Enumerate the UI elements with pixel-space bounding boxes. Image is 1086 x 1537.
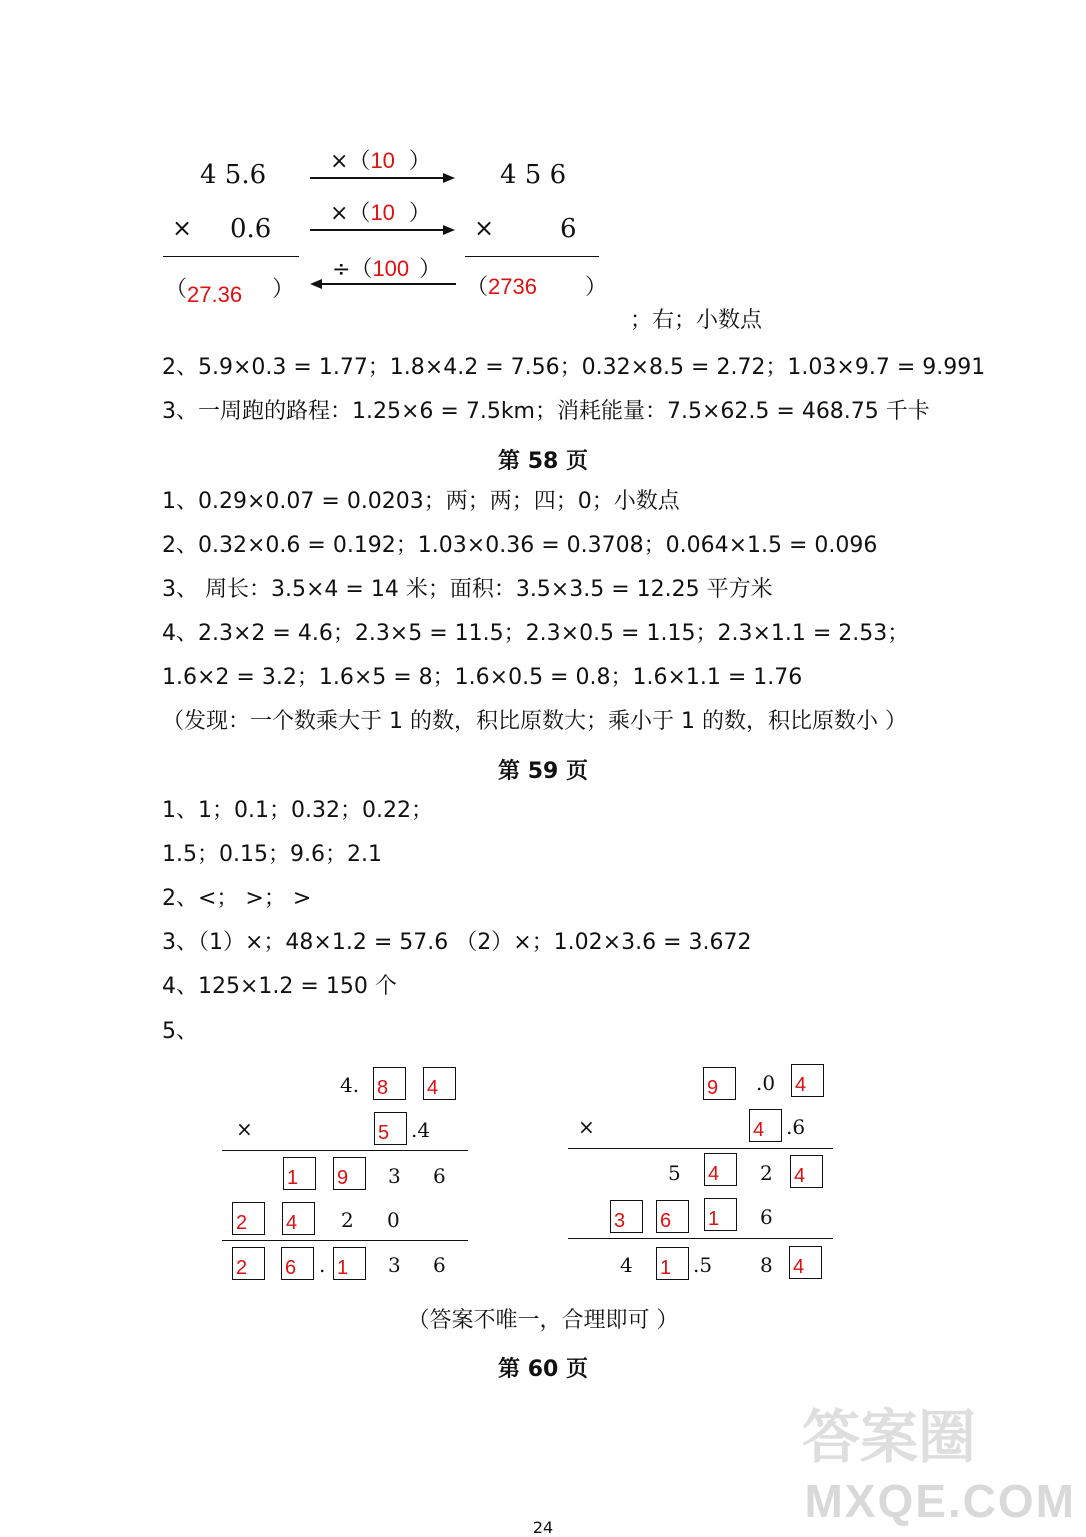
arrow1-head bbox=[443, 173, 455, 183]
arrow2-head bbox=[443, 225, 455, 235]
calc-digit: 6 bbox=[433, 1253, 446, 1277]
calc-digit: 3 bbox=[388, 1164, 401, 1188]
answer-box: 9 bbox=[333, 1157, 366, 1190]
answer-box: 4 bbox=[791, 1064, 824, 1097]
answer-line: 1.6×2 = 3.2；1.6×5 = 8；1.6×0.5 = 0.8；1.6×1.1 = 1.76 bbox=[162, 665, 803, 690]
answer-line: 3、（1）×；48×1.2 = 57.6 （2）×；1.02×3.6 = 3.672 bbox=[162, 930, 752, 955]
multiply-sign: × bbox=[236, 1117, 253, 1141]
left-sum-line bbox=[163, 256, 299, 257]
calc-line bbox=[568, 1148, 833, 1149]
arrow3-line bbox=[322, 283, 456, 285]
answer-box: 2 bbox=[232, 1247, 265, 1280]
calc-digit: .4 bbox=[411, 1118, 431, 1142]
right-result: （2736 ） bbox=[466, 274, 607, 300]
left-result-value: 27.36 bbox=[187, 282, 243, 307]
watermark-url: MXQE.COM bbox=[804, 1475, 1076, 1527]
right-result-value: 2736 bbox=[488, 274, 537, 299]
arrow1-value: 10 bbox=[370, 148, 395, 173]
answer-box: 4 bbox=[282, 1202, 315, 1235]
calc-digit: 4. bbox=[340, 1073, 360, 1097]
page-heading-58: 第 58 页 bbox=[498, 449, 588, 474]
answer-line: 3、 周长：3.5×4 = 14 米；面积：3.5×3.5 = 12.25 平方米 bbox=[162, 577, 773, 602]
answer-box: 1 bbox=[283, 1157, 316, 1190]
answer-box: 4 bbox=[704, 1153, 737, 1186]
calc-digit: 4 bbox=[620, 1253, 633, 1277]
answer-box: 4 bbox=[749, 1109, 782, 1142]
arrow1-line bbox=[310, 177, 444, 179]
calc-digit: 2 bbox=[341, 1208, 354, 1232]
calc-digit: .6 bbox=[786, 1115, 806, 1139]
answer-line: 1.5；0.15；9.6；2.1 bbox=[162, 842, 382, 867]
calc-digit: 6 bbox=[433, 1164, 446, 1188]
answer-box: 1 bbox=[656, 1247, 689, 1280]
page-heading-60: 第 60 页 bbox=[498, 1357, 588, 1382]
calc-line bbox=[222, 1150, 468, 1151]
answer-box: 1 bbox=[704, 1198, 737, 1231]
multiply-sign: × bbox=[578, 1115, 595, 1139]
right-top-number: 4 5 6 bbox=[500, 160, 567, 190]
answer-box: 2 bbox=[232, 1202, 265, 1235]
calc-digit: 2 bbox=[760, 1161, 773, 1185]
calc-digit: 8 bbox=[760, 1253, 773, 1277]
answer-line: 2、5.9×0.3 = 1.77；1.8×4.2 = 7.56；0.32×8.5 = 2.72；1.03×9.7 = 9.991 bbox=[162, 355, 986, 380]
answer-box: 3 bbox=[610, 1200, 643, 1233]
answer-box: 9 bbox=[703, 1067, 736, 1100]
calc-digit: 5 bbox=[668, 1161, 681, 1185]
calc-digit: 0 bbox=[387, 1208, 400, 1232]
left-result: （27.36 ） bbox=[165, 277, 295, 307]
answer-box: 5 bbox=[374, 1112, 407, 1145]
answer-line: 1、0.29×0.07 = 0.0203；两；两；四；0；小数点 bbox=[162, 489, 680, 514]
answer-box: 8 bbox=[373, 1067, 406, 1100]
answer-box: 6 bbox=[281, 1247, 314, 1280]
arrow2-label: ×（10 ） bbox=[330, 200, 431, 226]
calc-digit: .5 bbox=[693, 1253, 713, 1277]
answer-line: 5、 bbox=[162, 1019, 198, 1044]
answer-box: 4 bbox=[789, 1246, 822, 1279]
answer-note: （答案不唯一，合理即可 ） bbox=[407, 1308, 679, 1333]
left-top-number: 4 5.6 bbox=[200, 160, 267, 190]
answer-line: 4、125×1.2 = 150 个 bbox=[162, 974, 397, 999]
right-bottom-number: 6 bbox=[560, 214, 577, 244]
arrow2-line bbox=[310, 229, 444, 231]
arrow3-value: 100 bbox=[372, 256, 410, 281]
answer-box: 1 bbox=[333, 1247, 366, 1280]
answer-box: 6 bbox=[656, 1200, 689, 1233]
calc-digit: .0 bbox=[756, 1071, 776, 1095]
answer-line: 2、0.32×0.6 = 0.192；1.03×0.36 = 0.3708；0.064×1.5 = 0.096 bbox=[162, 533, 878, 558]
arrow1-label: ×（10 ） bbox=[330, 148, 431, 174]
page-heading-59: 第 59 页 bbox=[498, 759, 588, 784]
arrow3-label: ÷（100 ） bbox=[332, 256, 442, 282]
answer-box: 4 bbox=[423, 1067, 456, 1100]
answer-line: 2、<； >； > bbox=[162, 886, 312, 911]
arrow2-value: 10 bbox=[370, 200, 395, 225]
left-bottom-number: 0.6 bbox=[230, 214, 272, 244]
answer-line: （发现：一个数乘大于 1 的数，积比原数大；乘小于 1 的数，积比原数小 ） bbox=[162, 709, 907, 734]
answer-line: 3、一周跑的路程：1.25×6 = 7.5km；消耗能量：7.5×62.5 = 468.75 千卡 bbox=[162, 399, 930, 424]
diagram-after-text: ；右；小数点 bbox=[630, 308, 763, 333]
answer-line: 1、1；0.1；0.32；0.22； bbox=[162, 798, 433, 823]
calc-digit: . bbox=[319, 1253, 326, 1277]
answer-box: 4 bbox=[790, 1155, 823, 1188]
right-multiply-sign: × bbox=[474, 214, 495, 242]
calc-digit: 3 bbox=[388, 1253, 401, 1277]
left-multiply-sign: × bbox=[172, 214, 193, 242]
answer-line: 4、2.3×2 = 4.6；2.3×5 = 11.5；2.3×0.5 = 1.15；2.3×1.1 = 2.53； bbox=[162, 621, 910, 646]
calc-digit: 6 bbox=[760, 1205, 773, 1229]
calc-line bbox=[222, 1240, 468, 1241]
calc-line bbox=[568, 1238, 833, 1239]
page-number: 24 bbox=[532, 1518, 554, 1537]
arrow3-head bbox=[310, 279, 322, 289]
right-sum-line bbox=[465, 256, 599, 257]
watermark-logo: 答案圈 bbox=[801, 1403, 976, 1471]
